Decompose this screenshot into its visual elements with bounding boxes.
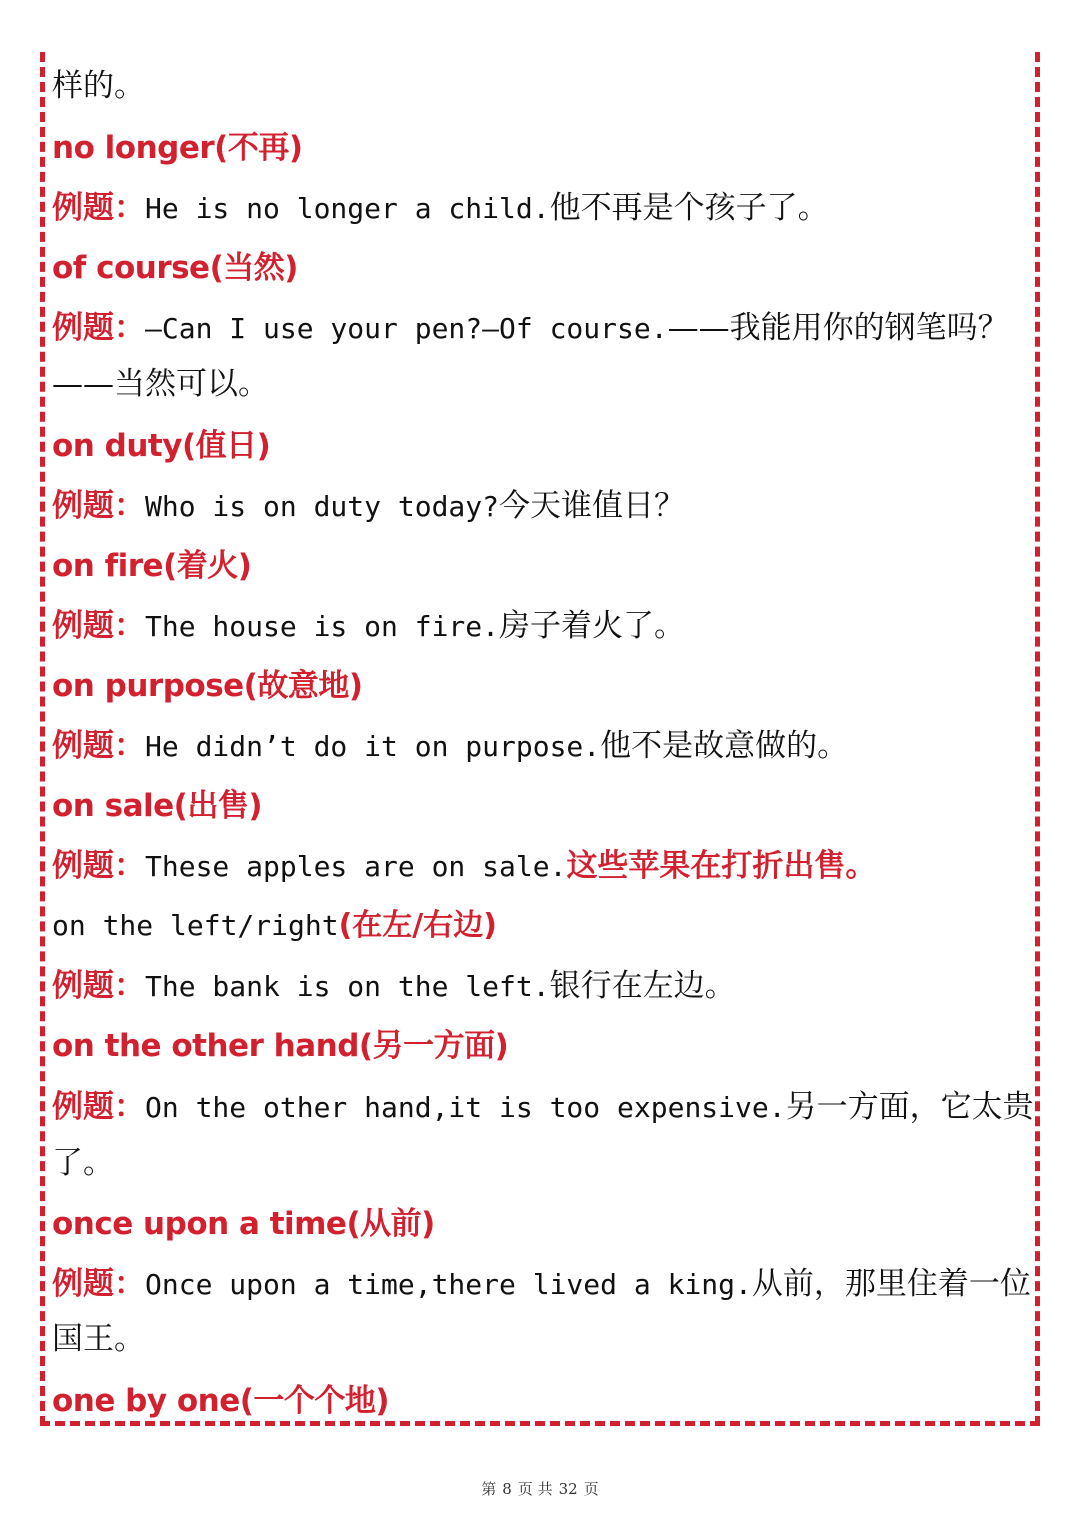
term-on-sale: on sale(出售)	[52, 788, 263, 824]
example-sentence: The house is on fire.	[145, 610, 500, 643]
term-chinese: (在左/右边)	[338, 908, 497, 943]
example-label: 例题：	[52, 1266, 145, 1302]
term-once-upon-a-time: once upon a time(从前)	[52, 1206, 435, 1242]
term-on-the-left-right	[52, 900, 497, 944]
term-on-duty: on duty(值日)	[52, 428, 271, 464]
example-label: 例题：	[52, 848, 145, 884]
term-of-course: of course(当然)	[52, 250, 298, 286]
example-label: 例题：	[52, 608, 145, 644]
example-translation: 这些苹果在打折出售。	[566, 848, 877, 884]
example-once-upon-a-time	[52, 1258, 1031, 1303]
example-sentence: Who is on duty today?	[145, 490, 500, 523]
term-on-the-other-hand: on the other hand(另一方面)	[52, 1028, 509, 1064]
example-on-duty	[52, 480, 685, 525]
footer-middle: 页 共	[517, 1480, 553, 1498]
intro-tail: 样的。	[52, 68, 145, 104]
footer-total-pages: 32	[558, 1480, 578, 1498]
example-translation-continued: 了。	[52, 1145, 114, 1181]
example-no-longer	[52, 182, 829, 227]
footer-page-number: 8	[502, 1480, 512, 1498]
example-of-course	[52, 302, 1009, 347]
example-translation: 房子着火了。	[499, 608, 686, 644]
term-no-longer: no longer(不再)	[52, 130, 303, 166]
example-on-the-other-hand	[52, 1081, 1034, 1126]
example-label: 例题：	[52, 190, 145, 226]
example-sentence: He didn’t do it on purpose.	[145, 730, 601, 763]
footer-prefix: 第	[481, 1480, 497, 1498]
example-label: 例题：	[52, 1089, 145, 1125]
example-on-purpose	[52, 720, 848, 765]
example-sentence: The bank is on the left.	[145, 970, 550, 1003]
example-translation: ——我能用你的钢笔吗？	[667, 310, 1009, 346]
term-on-purpose: on purpose(故意地)	[52, 668, 363, 704]
term-one-by-one: one by one(一个个地)	[52, 1383, 390, 1419]
example-translation: 他不是故意做的。	[600, 728, 849, 764]
example-label: 例题：	[52, 488, 145, 524]
footer-suffix: 页	[583, 1480, 599, 1498]
example-translation-continued: ——当然可以。	[52, 366, 269, 402]
example-sentence: He is no longer a child.	[145, 192, 550, 225]
example-translation: 今天谁值日？	[499, 488, 686, 524]
example-translation-continued: 国王。	[52, 1321, 145, 1357]
example-translation: 他不再是个孩子了。	[549, 190, 829, 226]
example-translation: 从前，那里住着一位	[751, 1266, 1031, 1302]
example-label: 例题：	[52, 968, 145, 1004]
example-on-sale	[52, 840, 876, 885]
example-translation: 另一方面，它太贵	[785, 1089, 1034, 1125]
example-translation: 银行在左边。	[549, 968, 736, 1004]
example-on-the-left	[52, 960, 736, 1005]
example-on-fire	[52, 600, 685, 645]
example-sentence: Once upon a time,there lived a king.	[145, 1268, 752, 1301]
term-on-fire: on fire(着火)	[52, 548, 252, 584]
example-sentence: On the other hand,it is too expensive.	[145, 1091, 786, 1124]
example-sentence: These apples are on sale.	[145, 850, 567, 883]
term-english: on the left/right	[52, 909, 339, 942]
example-sentence: —Can I use your pen?—Of course.	[145, 312, 668, 345]
example-label: 例题：	[52, 310, 145, 346]
example-label: 例题：	[52, 728, 145, 764]
page-footer	[0, 1478, 1080, 1499]
